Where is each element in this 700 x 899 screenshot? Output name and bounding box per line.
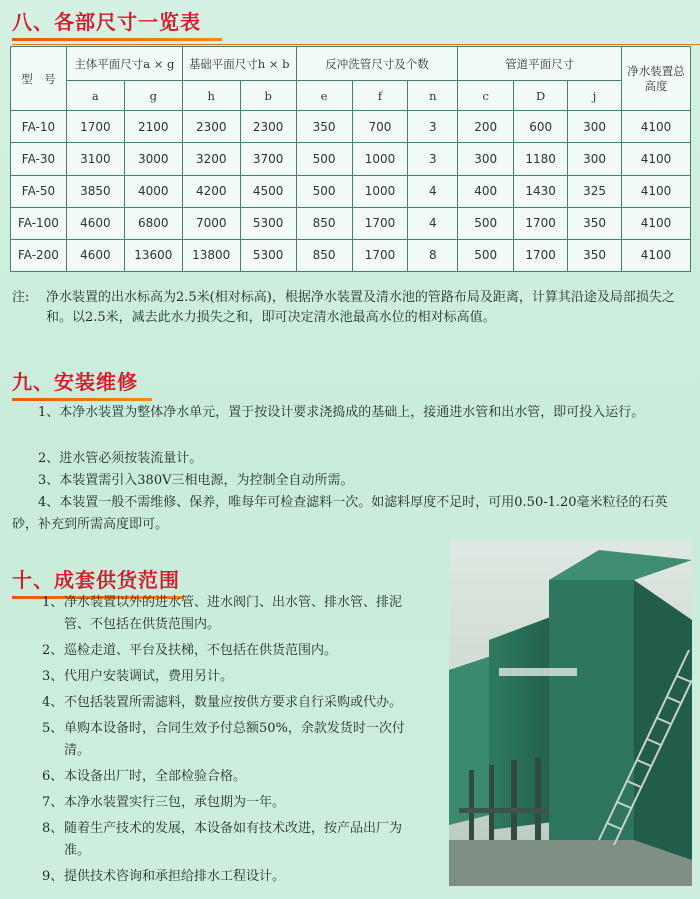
heading-underline (12, 398, 152, 401)
list-item-number: 1、 (42, 595, 64, 610)
backwash-header: 反冲洗管尺寸及个数 (296, 47, 458, 81)
model-cell: FA-30 (11, 143, 67, 175)
list-item (42, 866, 422, 888)
model-cell: FA-100 (11, 207, 67, 239)
heading-underline (12, 38, 222, 41)
list-item-text: 本净水装置实行三包，承包期为一年。 (64, 795, 286, 810)
table-cell: 4100 (622, 143, 691, 175)
table-cell: 4100 (622, 207, 691, 239)
list-item (42, 766, 422, 788)
list-item-number: 5、 (42, 721, 64, 736)
table-cell: 1700 (66, 111, 124, 143)
note-text: 净水装置的出水标高为2.5米(相对标高)，根据净水装置及清水池的管路布局及距离，计算其沿途及局部损失之和。以2.5米，减去此水力损失之和，即可决定清水池最高水位的相对标高值。 (46, 290, 675, 325)
table-cell: 4600 (66, 239, 124, 271)
list-item (42, 792, 422, 814)
table-cell: 4600 (66, 207, 124, 239)
dimension-table (10, 46, 691, 272)
table-cell: 1700 (514, 239, 568, 271)
table-cell: 500 (458, 239, 514, 271)
table-cell: 3 (408, 143, 458, 175)
table-cell: 4000 (124, 175, 182, 207)
table-cell: 2300 (240, 111, 296, 143)
table-cell: 4 (408, 207, 458, 239)
table-row (11, 239, 691, 271)
list-item-text: 巡检走道、平台及扶梯，不包括在供货范围内。 (64, 643, 338, 658)
table-cell: 4 (408, 175, 458, 207)
subheader: j (568, 81, 622, 111)
table-cell: 1430 (514, 175, 568, 207)
table-cell: 3850 (66, 175, 124, 207)
main-size-header: 主体平面尺寸a × g (66, 47, 182, 81)
table-cell: 1700 (352, 239, 408, 271)
subheader: g (124, 81, 182, 111)
table-cell: 13600 (124, 239, 182, 271)
list-item (42, 818, 422, 862)
table-row (11, 175, 691, 207)
table-cell: 1000 (352, 175, 408, 207)
list-item-number: 3、 (42, 669, 64, 684)
table-cell: 1700 (514, 207, 568, 239)
table-cell: 700 (352, 111, 408, 143)
table-cell: 4500 (240, 175, 296, 207)
table-cell: 6800 (124, 207, 182, 239)
list-item (42, 692, 422, 714)
section-heading-text: 八、各部尺寸一览表 (12, 10, 201, 34)
table-cell: 325 (568, 175, 622, 207)
table-row (11, 143, 691, 175)
model-cell: FA-10 (11, 111, 67, 143)
table-cell: 400 (458, 175, 514, 207)
total-height-header: 净水装置总高度 (622, 47, 691, 111)
subheader: D (514, 81, 568, 111)
model-cell: FA-50 (11, 175, 67, 207)
subheader: a (66, 81, 124, 111)
table-cell: 500 (296, 143, 352, 175)
table-cell: 500 (296, 175, 352, 207)
table-cell: 300 (568, 143, 622, 175)
table-cell: 5300 (240, 207, 296, 239)
table-cell: 4100 (622, 175, 691, 207)
table-cell: 350 (568, 207, 622, 239)
list-item-text: 代用户安装调试，费用另计。 (64, 669, 234, 684)
list-item (42, 718, 422, 762)
table-note (12, 288, 692, 328)
table-cell: 200 (458, 111, 514, 143)
table-cell: 7000 (182, 207, 240, 239)
subheader: b (240, 81, 296, 111)
list-item-text: 不包括装置所需滤料，数量应按供方要求自行采购或代办。 (64, 695, 403, 710)
heading-rule (12, 44, 700, 45)
list-item-number: 8、 (42, 821, 64, 836)
install-paragraph-3: 3、本装置需引入380V三相电源，为控制全自动所需。 (38, 473, 354, 488)
table-cell: 8 (408, 239, 458, 271)
table-cell: 1180 (514, 143, 568, 175)
table-cell: 4200 (182, 175, 240, 207)
model-cell: FA-200 (11, 239, 67, 271)
table-cell: 4100 (622, 111, 691, 143)
model-header: 型 号 (11, 47, 67, 111)
table-cell: 3 (408, 111, 458, 143)
section-heading-installation (12, 366, 138, 395)
table-cell: 850 (296, 239, 352, 271)
table-cell: 5300 (240, 239, 296, 271)
table-cell: 300 (568, 111, 622, 143)
section-heading-supply (12, 564, 180, 593)
list-item (42, 640, 422, 662)
list-item-text: 净水装置以外的进水管、进水阀门、出水管、排水管、排泥管、不包括在供货范围内。 (64, 595, 403, 632)
list-item-text: 提供技术咨询和承担给排水工程设计。 (64, 869, 286, 884)
table-cell: 2300 (182, 111, 240, 143)
list-item-number: 9、 (42, 869, 64, 884)
table-cell: 1700 (352, 207, 408, 239)
table-cell: 1000 (352, 143, 408, 175)
list-item-number: 2、 (42, 643, 64, 658)
subheader: h (182, 81, 240, 111)
list-item-text: 随着生产技术的发展，本设备如有技术改进，按产品出厂为准。 (64, 821, 403, 858)
table-cell: 600 (514, 111, 568, 143)
install-paragraph-4: 4、本装置一般不需维修、保养，唯每年可检查滤料一次。如滤料厚度不足时，可用0.50-1.20毫米粒径的石英砂，补充到所需高度即可。 (12, 495, 668, 532)
list-item-number: 6、 (42, 769, 64, 784)
pipe-size-header: 管道平面尺寸 (458, 47, 622, 81)
install-paragraph-1: 1、本净水装置为整体净水单元，置于按设计要求浇捣成的基础上，接通进水管和出水管，即可投入运行。 (38, 405, 645, 420)
table-row (11, 111, 691, 143)
table-cell: 2100 (124, 111, 182, 143)
water-treatment-unit-illustration (449, 540, 692, 886)
base-size-header: 基础平面尺寸h × b (182, 47, 296, 81)
note-label: 注: (12, 290, 30, 305)
table-cell: 350 (568, 239, 622, 271)
table-cell: 3100 (66, 143, 124, 175)
table-cell: 3700 (240, 143, 296, 175)
table-row (11, 207, 691, 239)
install-paragraph-2: 2、进水管必须按装流量计。 (38, 451, 203, 466)
list-item-text: 单购本设备时，合同生效予付总额50%，余款发货时一次付清。 (64, 721, 405, 758)
table-cell: 350 (296, 111, 352, 143)
subheader: e (296, 81, 352, 111)
table-cell: 850 (296, 207, 352, 239)
list-item-number: 7、 (42, 795, 64, 810)
table-cell: 4100 (622, 239, 691, 271)
table-cell: 13800 (182, 239, 240, 271)
subheader: n (408, 81, 458, 111)
table-cell: 300 (458, 143, 514, 175)
subheader: f (352, 81, 408, 111)
subheader: c (458, 81, 514, 111)
list-item (42, 592, 422, 636)
section-heading-dimensions (12, 6, 201, 35)
list-item-text: 本设备出厂时，全部检验合格。 (64, 769, 247, 784)
section-heading-text: 九、安装维修 (12, 370, 138, 394)
supply-list (42, 592, 422, 892)
table-cell: 500 (458, 207, 514, 239)
list-item (42, 666, 422, 688)
equipment-photo (449, 540, 692, 886)
section-heading-text: 十、成套供货范围 (12, 568, 180, 592)
list-item-number: 4、 (42, 695, 64, 710)
table-cell: 3200 (182, 143, 240, 175)
table-cell: 3000 (124, 143, 182, 175)
